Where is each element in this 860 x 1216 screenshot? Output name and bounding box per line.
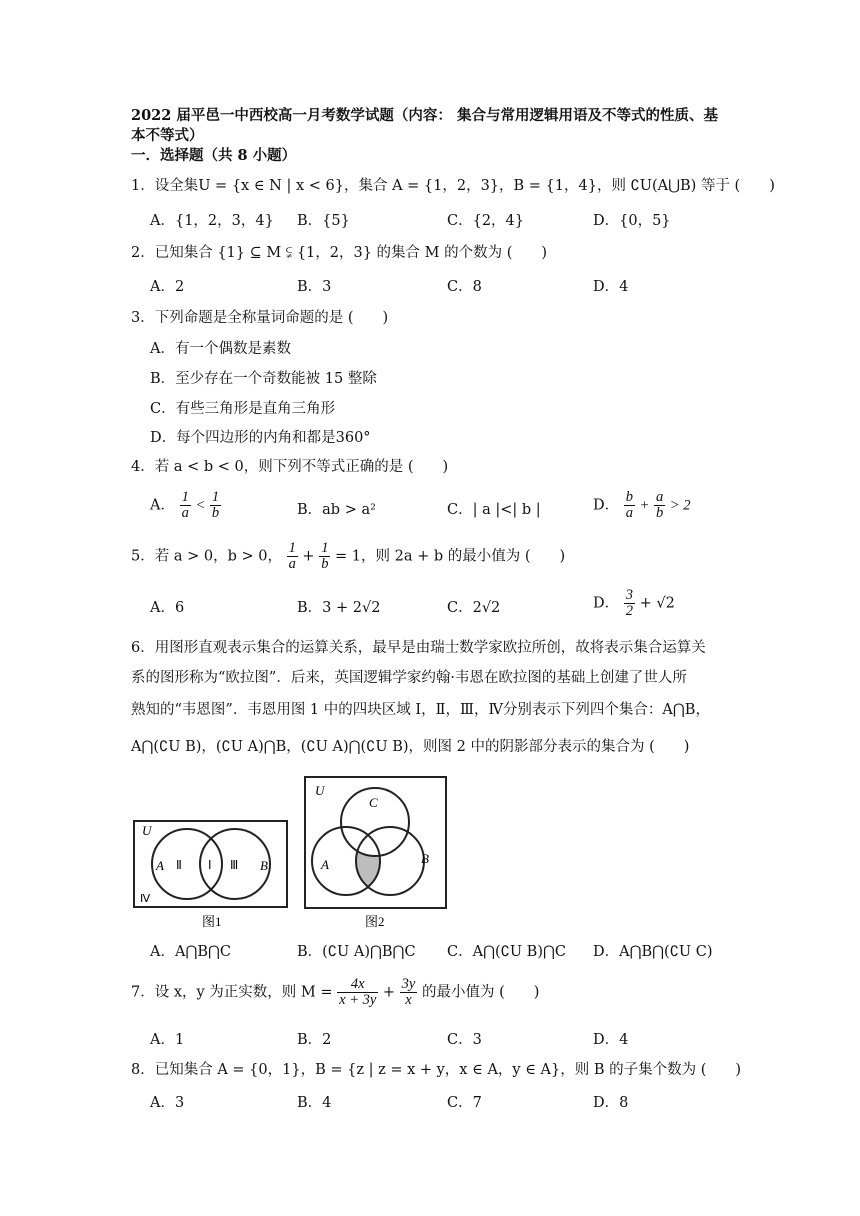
q7-option-d: D．4 (593, 1032, 629, 1048)
q1-option-c: C．{2，4} (447, 213, 524, 229)
q4-a-fraction-1 (180, 490, 191, 521)
venn-figure-1 (132, 818, 292, 930)
q6-option-a: A．A⋂B⋂C (150, 944, 231, 960)
q7-stem-post: 的最小值为 ( ) (421, 984, 540, 1001)
q1-option-b: B．{5} (297, 213, 350, 229)
q7-option-c: C．3 (447, 1032, 482, 1048)
q5-stem-pre: 5．若 a > 0，b > 0， (131, 548, 282, 565)
question-2-stem: 2．已知集合 {1} ⊆ M ⫋ {1，2，3} 的集合 M 的个数为 ( ) (131, 245, 548, 261)
q5-option-c: C．2√2 (447, 600, 501, 616)
q4-option-b: B．ab > a² (297, 502, 376, 518)
q7-den-2: x (405, 992, 412, 1008)
q4-d-num-1: b (625, 489, 633, 505)
question-4-stem: 4．若 a < b < 0，则下列不等式正确的是 ( ) (131, 459, 449, 475)
q5-plus: + (302, 548, 315, 565)
q5-num-1: 1 (288, 540, 296, 556)
q6-option-d: D．A⋂B⋂(∁U C) (593, 944, 713, 960)
q8-option-b: B．4 (297, 1095, 332, 1111)
fig1-label-a: A (156, 858, 164, 873)
q2-option-d: D．4 (593, 279, 629, 295)
q8-option-d: D．8 (593, 1095, 629, 1111)
fig1-caption: 图1 (202, 914, 222, 929)
q4-d-den-1: a (625, 505, 633, 521)
q6-option-c: C．A⋂(∁U B)⋂C (447, 944, 566, 960)
q4-option-d-label: D． (593, 497, 620, 514)
q4-a-den-2: b (211, 505, 220, 521)
fig2-label-u: U (315, 783, 325, 798)
q4-a-fraction-2 (210, 490, 221, 521)
q5-fraction-2 (319, 541, 330, 572)
fig1-label-u: U (142, 823, 152, 838)
q5-fraction-1 (287, 541, 298, 572)
question-8-stem: 8．已知集合 A = {0，1}，B = {z | z = x + y，x ∈ A，y ∈ A}，则 B 的子集个数为 ( ) (131, 1062, 742, 1078)
q7-option-b: B．2 (297, 1032, 332, 1048)
fig1-region-iii: Ⅲ (230, 858, 239, 872)
q6-option-b: B．(∁U A)⋂B⋂C (297, 944, 416, 960)
q8-option-a: A．3 (150, 1095, 185, 1111)
q5-option-d-label: D． (593, 595, 620, 612)
q4-a-num-1: 1 (181, 489, 189, 505)
q7-den-1: x + 3y (339, 992, 377, 1008)
q8-option-c: C．7 (447, 1095, 482, 1111)
q7-num-2: 3y (401, 976, 416, 992)
exam-title-line2: 本不等式） (131, 127, 204, 144)
question-1-stem: 1．设全集U = {x ∈ N | x < 6}，集合 A = {1，2，3}，B = {1，4}，则 ∁U(A⋃B) 等于 ( ) (131, 178, 775, 194)
fig1-region-i: Ⅰ (208, 858, 212, 872)
q5-option-a: A．6 (150, 600, 185, 616)
q4-d-fraction-2 (654, 490, 665, 521)
q4-a-den-1: a (181, 505, 189, 521)
q7-fraction-2 (400, 977, 418, 1008)
q2-option-c: C．8 (447, 279, 482, 295)
q5-d-den: 2 (625, 603, 633, 619)
fig2-label-a: A (321, 857, 329, 872)
fig2-label-b: B (421, 851, 429, 866)
q1-option-a: A．{1，2，3，4} (150, 213, 274, 229)
q5-option-b: B．3 + 2√2 (297, 600, 381, 616)
q4-option-c: C．| a |<| b | (447, 502, 541, 518)
fig2-label-c: C (369, 795, 378, 810)
q4-d-tail: > 2 (669, 497, 691, 514)
q7-fraction-1 (337, 977, 378, 1008)
q2-option-b: B．3 (297, 279, 332, 295)
q2-option-a: A．2 (150, 279, 185, 295)
q7-plus: + (382, 984, 396, 1001)
q3-option-d: D．每个四边形的内角和都是360° (150, 430, 371, 446)
fig1-region-iv: Ⅳ (140, 893, 151, 905)
q4-option-a (150, 490, 221, 521)
q5-den-2: b (321, 556, 329, 572)
q5-option-d (593, 588, 675, 619)
venn-figure-2 (303, 775, 451, 930)
q5-d-tail: + √2 (639, 595, 675, 612)
question-5-stem (131, 541, 565, 572)
q4-a-operator: < (195, 497, 206, 514)
section-heading: 一．选择题（共 8 小题） (131, 147, 297, 164)
question-6-line-1: 6．用图形直观表示集合的运算关系，最早是由瑞士数学家欧拉所创，故将表示集合运算关 (131, 640, 706, 656)
q4-option-d (593, 490, 691, 521)
q5-den-1: a (288, 556, 296, 572)
q7-num-1: 4x (337, 977, 378, 993)
q4-d-plus: + (639, 497, 650, 514)
question-6-line-2: 系的图形称为“欧拉图”．后来，英国逻辑学家约翰·韦恩在欧拉图的基础上创建了世人所 (131, 670, 687, 686)
question-6-line-3: 熟知的“韦恩图”．韦恩用图 1 中的四块区域 Ⅰ，Ⅱ，Ⅲ，Ⅳ分别表示下列四个集合：A⋂B， (131, 702, 710, 718)
q5-stem-post: = 1，则 2a + b 的最小值为 ( ) (335, 548, 566, 565)
q4-option-a-label: A． (150, 497, 175, 514)
q3-option-a: A．有一个偶数是素数 (150, 341, 291, 357)
fig1-label-b: B (260, 858, 268, 873)
q5-num-2: 1 (321, 540, 329, 556)
q5-d-num: 3 (625, 587, 633, 603)
fig1-region-ii: Ⅱ (176, 858, 182, 872)
q4-d-den-2: b (656, 505, 664, 521)
q3-option-c: C．有些三角形是直角三角形 (150, 401, 336, 417)
question-7-stem (131, 977, 539, 1008)
question-3-stem: 3．下列命题是全称量词命题的是 ( ) (131, 310, 389, 326)
q5-d-fraction (624, 588, 635, 619)
q4-d-num-2: a (656, 489, 664, 505)
q7-stem-pre: 7．设 x，y 为正实数，则 M = (131, 984, 333, 1001)
q7-option-a: A．1 (150, 1032, 185, 1048)
fig2-caption: 图2 (365, 914, 385, 929)
q3-option-b: B．至少存在一个奇数能被 15 整除 (150, 371, 377, 387)
exam-title-line1: 2022 届平邑一中西校高一月考数学试题（内容： 集合与常用逻辑用语及不等式的性质、基 (131, 107, 718, 124)
question-6-line-4: A⋂(∁U B)，(∁U A)⋂B，(∁U A)⋂(∁U B)，则图 2 中的阴影部分表示的集合为 ( ) (131, 739, 690, 755)
q4-d-fraction-1 (624, 490, 635, 521)
q4-a-num-2: 1 (211, 489, 220, 505)
q1-option-d: D．{0，5} (593, 213, 671, 229)
